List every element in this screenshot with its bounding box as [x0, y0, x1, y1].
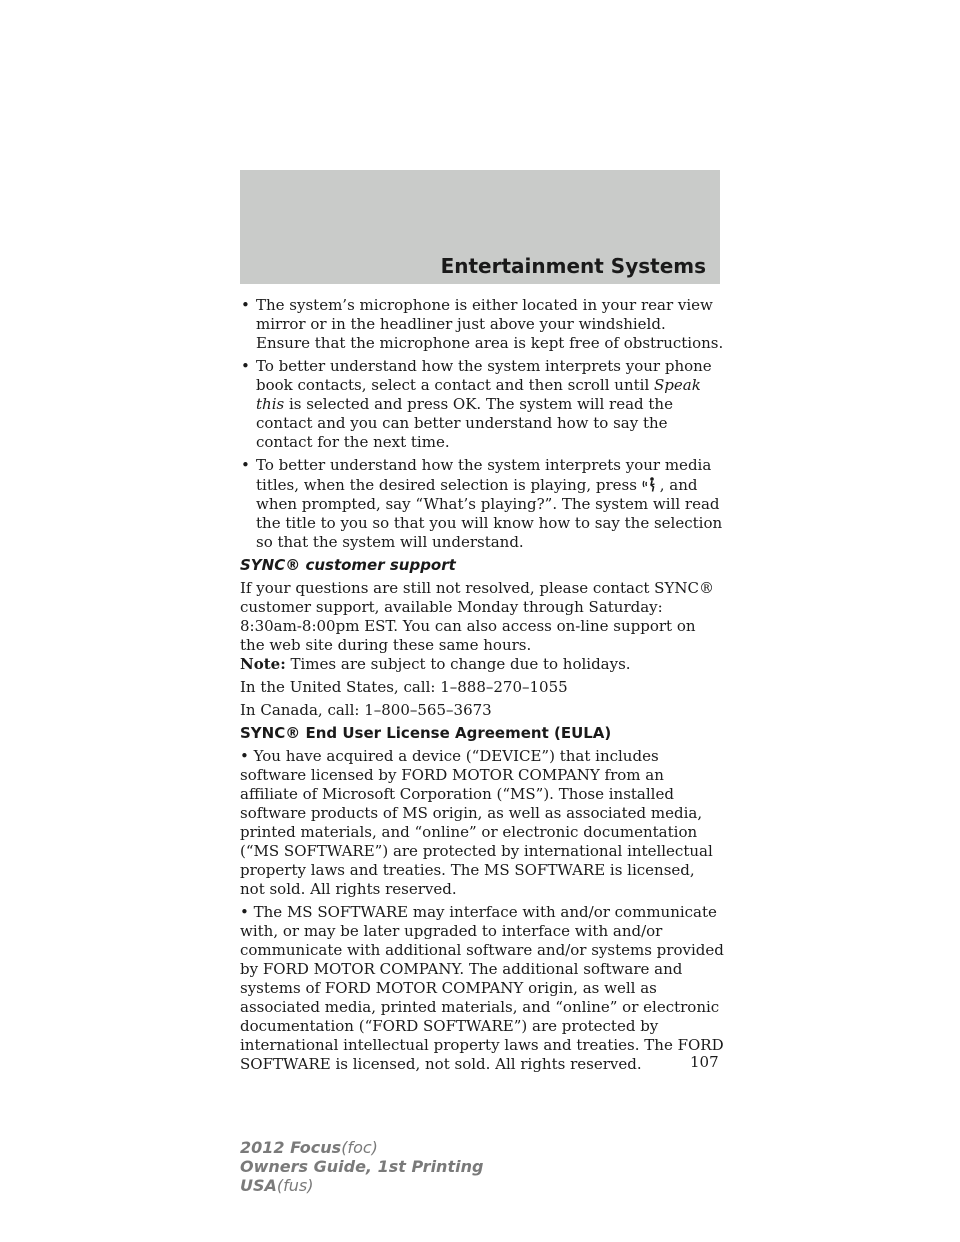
- canada-phone-line: In Canada, call: 1–800–565–3673: [240, 701, 492, 719]
- footer-line-guide: [240, 1157, 483, 1176]
- eula-text: The MS SOFTWARE may interface with and/or communicate with, or may be later upgraded to interface with and/or communicate with additional software and/or systems provided by FORD MOTOR COMPANY. The additional software and systems of FORD MOTOR COMPANY origin, as well as associated media, printed materials, and “online” or electronic documentation (“FORD SOFTWARE”) are protected by international intellectual property laws and treaties. The FORD SOFTWARE is licensed, not sold. All rights reserved.: [240, 903, 724, 1073]
- tip-media-titles: [240, 456, 724, 552]
- tip-text-end: is selected and press OK. The system will read the contact and you can better understand how to say the contact for the next time.: [256, 395, 673, 451]
- support-heading: SYNC® customer support: [240, 556, 456, 574]
- tip-text-start: To better understand how the system interprets your media titles, when the desired selection is playing, press: [256, 456, 712, 494]
- bullet-marker: •: [241, 456, 250, 474]
- support-body: If your questions are still not resolved, please contact SYNC® customer support, available Monday through Saturday: 8:30am-8:00pm EST. You can also access on-line support on the web site during these same hours.: [240, 579, 714, 654]
- bullet-marker: •: [241, 357, 250, 375]
- footer-line-market: [240, 1176, 483, 1195]
- eula-paragraph-ford: [240, 903, 724, 1074]
- footer-market: USA: [240, 1176, 277, 1195]
- note-label: Note:: [240, 655, 286, 673]
- section-header-band: [240, 170, 720, 284]
- tip-phonebook: [240, 357, 724, 452]
- tip-microphone: [240, 296, 724, 353]
- us-phone-line: In the United States, call: 1–888–270–1055: [240, 678, 568, 696]
- note-text: Times are subject to change due to holidays.: [285, 655, 631, 673]
- bullet-marker: •: [240, 747, 249, 765]
- footer-market-code: (fus): [276, 1176, 314, 1195]
- bullet-marker: •: [240, 903, 249, 921]
- bullet-marker: •: [241, 296, 250, 314]
- footer-model: 2012 Focus: [240, 1138, 342, 1157]
- tip-text-start: To better understand how the system interprets your phone book contacts, select a contact and then scroll until: [256, 357, 712, 394]
- document-footer: [240, 1138, 483, 1195]
- page-content: [240, 296, 724, 1078]
- footer-line-model: [240, 1138, 483, 1157]
- support-paragraph: [240, 579, 724, 674]
- section-title: Entertainment Systems: [440, 254, 706, 278]
- page-number: 107: [690, 1053, 719, 1071]
- voice-command-icon: [642, 475, 660, 493]
- tip-text-end: , and when prompted, say “What’s playing?”. The system will read the title to you so that you will know how to say the selection so that the system will understand.: [256, 476, 723, 551]
- tip-text: The system’s microphone is either located in your rear view mirror or in the headliner just above your windshield. Ensure that the microphone area is kept free of obstructions.: [256, 296, 724, 352]
- eula-paragraph-ms: [240, 747, 724, 899]
- footer-guide: Owners Guide, 1st Printing: [240, 1157, 484, 1176]
- tip-emphasis: Speak this: [256, 376, 701, 413]
- eula-heading: SYNC® End User License Agreement (EULA): [240, 724, 612, 742]
- footer-model-code: (foc): [341, 1138, 378, 1157]
- eula-text: You have acquired a device (“DEVICE”) that includes software licensed by FORD MOTOR COMPANY from an affiliate of Microsoft Corporation (“MS”). Those installed software products of MS origin, as well as associated media, printed materials, and “online” or electronic documentation (“MS SOFTWARE”) are protected by international intellectual property laws and treaties. The MS SOFTWARE is licensed, not sold. All rights reserved.: [240, 747, 713, 898]
